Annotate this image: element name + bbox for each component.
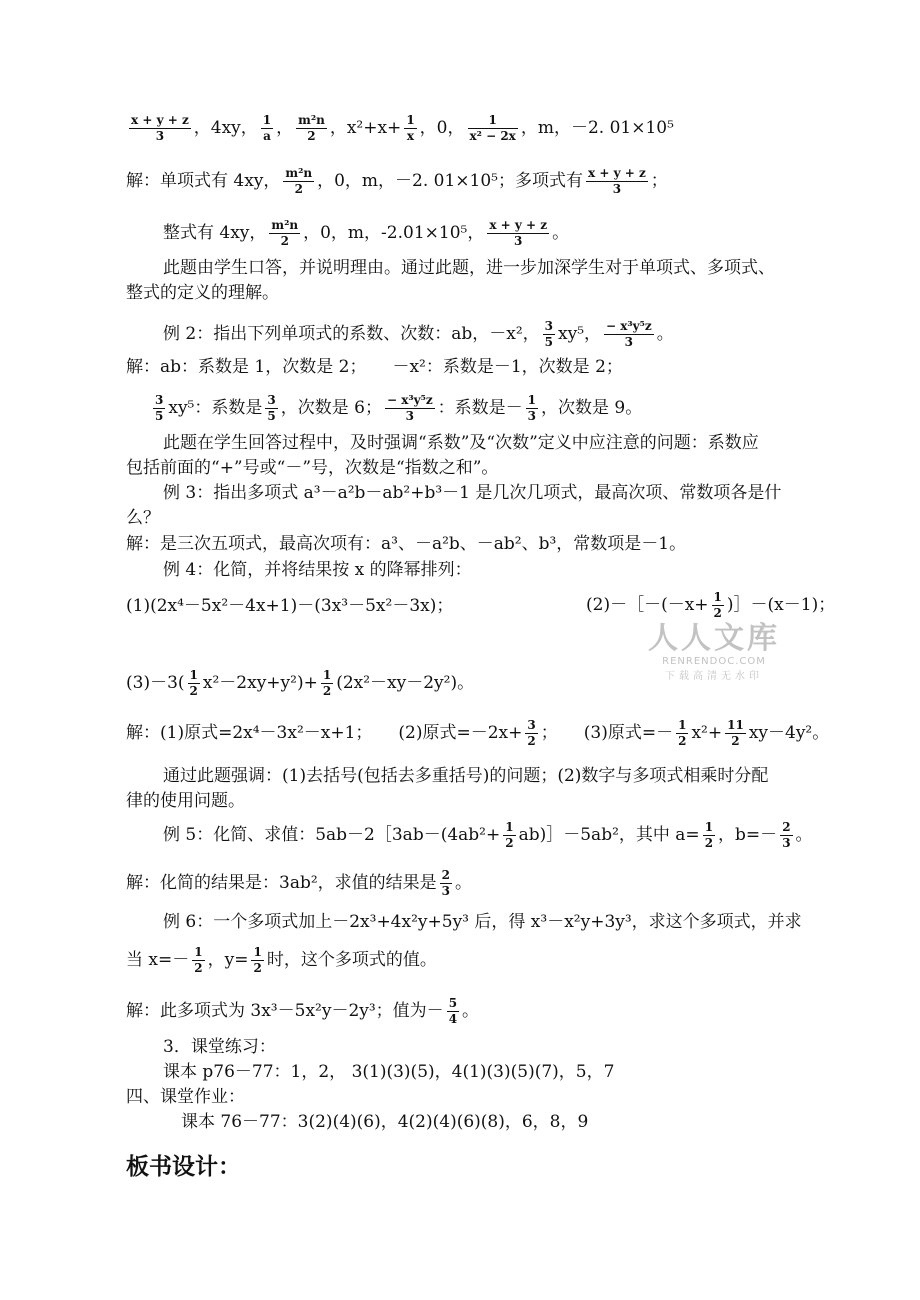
fraction: $\frac{\text{m²n}}{2}$: [271, 218, 299, 248]
answer-line: 解：ab：系数是 1，次数是 2； －x²：系数是－1，次数是 2；: [126, 357, 623, 377]
homework-items: 课本 76－77：3(2)(4)(6)，4(2)(4)(6)(8)，6，8，9: [181, 1112, 589, 1132]
practice-items: 课本 p76－77：1，2， 3(1)(3)(5)，4(1)(3)(5)(7)，5，7: [163, 1062, 615, 1082]
fraction: $\frac{\text{m²n}}{2}$: [298, 113, 325, 143]
answer-line: 解：此多项式为 3x³－5x²y－2y³；值为－ $\frac{5}{4}$ 。: [126, 996, 480, 1026]
section-practice: 3．课堂练习：: [163, 1037, 276, 1057]
problem-2: (2)－［－(－x+ $\frac{1}{2}$ )］－(x－1)；: [586, 590, 836, 620]
board-design-heading: 板书设计：: [126, 1153, 241, 1180]
fraction: $\frac{1}{2}$: [678, 718, 687, 748]
paragraph-line: 通过此题强调：(1)去括号(包括去多重括号)的问题；(2)数字与多项式相乘时分配: [163, 766, 769, 786]
answer-line: 解：化简的结果是：3ab²，求值的结果是 $\frac{2}{3}$ 。: [126, 868, 473, 898]
watermark-logo: 人人文库 RENRENDOC.COM 下载高清无水印: [648, 621, 780, 682]
fraction: $\frac{3}{5}$: [267, 393, 276, 423]
paragraph-line: 解：是三次五项式，最高次项有：a³、－a²b、－ab²、b³，常数项是－1。: [126, 534, 687, 554]
fraction: $\frac{1}{2}$: [704, 820, 714, 850]
fraction: $\frac{1}{3}$: [527, 393, 537, 423]
fraction: $\frac{x + y + z}{3}$: [131, 113, 189, 143]
paragraph-line: 包括前面的“+”号或“－”号，次数是“指数之和”。: [126, 458, 499, 478]
fraction: $\frac{x + y + z}{3}$: [588, 166, 646, 196]
fraction: $\frac{5}{4}$: [448, 996, 458, 1026]
fraction: $\frac{\text{− x³y⁵z}}{3}$: [386, 393, 433, 423]
fraction: $\frac{\text{− x³y⁵z}}{3}$: [606, 319, 652, 349]
fraction: $\frac{1}{2}$: [713, 590, 722, 620]
paragraph-line: 例 6：一个多项式加上－2x³+4x²y+5y³ 后，得 x³－x²y+3y³，求这个多项式，并求: [163, 912, 802, 932]
fraction: $\frac{3}{2}$: [527, 718, 536, 748]
fraction: $\frac{1}{2}$: [253, 945, 262, 975]
paragraph-line: 么？: [126, 508, 160, 528]
example-5: 例 5：化简、求值：5ab－2［3ab－(4ab²+ $\frac{1}{2}$ ab)］－5ab²，其中 a= $\frac{1}{2}$ ，b=－ $\frac{2}{3}$ 。: [163, 820, 813, 850]
section-homework: 四、课堂作业：: [126, 1087, 245, 1107]
problem-3: (3)－3( $\frac{1}{2}$ x²－2xy+y²)+ $\frac{1}{2}$ (2x²－xy－2y²)。: [126, 668, 475, 698]
paragraph-line: 此题由学生口答，并说明理由。通过此题，进一步加深学生对于单项式、多项式、: [163, 258, 775, 278]
answer-line: 解：单项式有 4xy， $\frac{\text{m²n}}{2}$ ，0，m，－2. 01×10⁵；多项式有 $\frac{x + y + z}{3}$ ；: [126, 166, 668, 196]
answer-line: 解：(1)原式=2x⁴－3x²－x+1； (2)原式=－2x+ $\frac{3}{2}$ ； (3)原式=－ $\frac{1}{2}$ x²+ $\frac{11}{2}$ xy－4y²。: [126, 718, 830, 748]
fraction: $\frac{1}{2}$: [194, 945, 203, 975]
paragraph-line: 此题在学生回答过程中，及时强调“系数”及“次数”定义中应注意的问题：系数应: [163, 433, 759, 453]
fraction: $\frac{2}{3}$: [441, 868, 451, 898]
fraction: $\frac{11}{2}$: [727, 718, 744, 748]
fraction: $\frac{\text{m²n}}{2}$: [285, 166, 313, 196]
fraction: $\frac{1}{2}$: [189, 668, 198, 698]
fraction: $\frac{2}{3}$: [782, 820, 791, 850]
example-2: 例 2：指出下列单项式的系数、次数：ab，－x²， $\frac{3}{5}$ xy⁵， $\frac{\text{− x³y⁵z}}{3}$ 。: [163, 319, 674, 349]
answer-line: $\frac{3}{5}$ xy⁵：系数是 $\frac{3}{5}$ ，次数是 6； $\frac{\text{− x³y⁵z}}{3}$ ：系数是－ $\frac{1}{3}$ ，次数是 9。: [155, 393, 643, 423]
answer-line: 整式有 4xy， $\frac{\text{m²n}}{2}$ ，0，m，-2.01×10⁵， $\frac{x + y + z}{3}$ 。: [163, 218, 570, 248]
paragraph-line: 当 x=－ $\frac{1}{2}$ ，y= $\frac{1}{2}$ 时，这个多项式的值。: [126, 945, 437, 975]
problem-1: (1)(2x⁴－5x²－4x+1)－(3x³－5x²－3x)；: [126, 596, 454, 616]
fraction: $\frac{1}{x}$: [406, 113, 415, 143]
fraction: $\frac{x + y + z}{3}$: [489, 218, 548, 248]
paragraph-line: 律的使用问题。: [126, 791, 245, 811]
paragraph-line: 例 4：化简，并将结果按 x 的降幂排列：: [163, 560, 472, 580]
paragraph-line: 例 3：指出多项式 a³－a²b－ab²+b³－1 是几次几项式，最高次项、常数项各是什: [163, 483, 782, 503]
fraction: $\frac{1}{a}$: [262, 113, 272, 143]
paragraph-line: 整式的定义的理解。: [126, 283, 279, 303]
fraction: $\frac{3}{5}$: [544, 319, 553, 349]
fraction: $\frac{1}{2}$: [322, 668, 332, 698]
expression-list: $\frac{x + y + z}{3}$ ，4xy， $\frac{1}{a}$ ， $\frac{\text{m²n}}{2}$ ，x²+x+ $\frac{1}{x}$ ，0， $\frac{1}{\text{x² − 2x}}$ ，m，－2. 01×10⁵: [131, 113, 674, 143]
fraction: $\frac{3}{5}$: [155, 393, 164, 423]
fraction: $\frac{1}{2}$: [505, 820, 514, 850]
fraction: $\frac{1}{\text{x² − 2x}}$: [469, 113, 516, 143]
